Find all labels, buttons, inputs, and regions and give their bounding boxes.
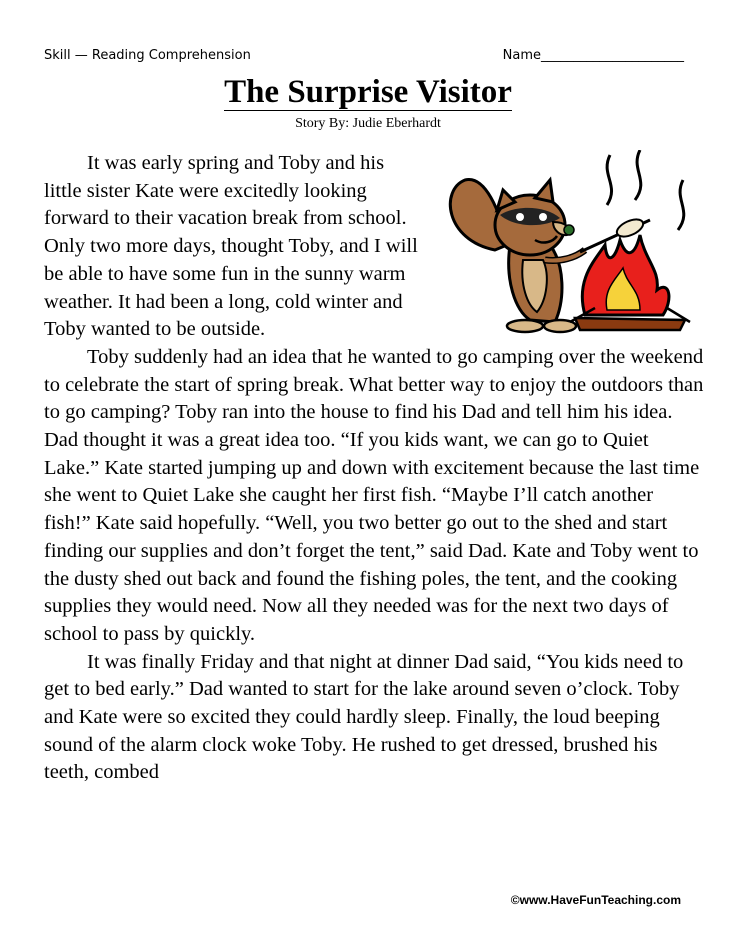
paragraph-3: It was finally Friday and that night at dinner Dad said, “You kids need to get to bed early.” Dad wanted to start for the lake around seven o’clock. Toby and Kate were so excited they could hardly sleep. Finally, the loud beeping sound of the alarm clock woke Toby. He rushed to get dressed, brushed his teeth, combed (44, 650, 684, 784)
title-text: The Surprise Visitor (224, 74, 512, 110)
worksheet-header (44, 48, 684, 68)
paragraph-2: Toby suddenly had an idea that he wanted to go camping over the weekend to celebrate the start of spring break. What better way to enjoy the outdoors than to go camping? Toby ran into the house to find his Dad and tell him his idea. Dad thought it was a great idea too. “If you kids want, we can go to Quiet Lake.” Kate started jumping up and down with excitement because the last time she went to Quiet Lake she caught her first fish. “Maybe I’ll catch another fish!” Kate said hopefully. “Well, you two better go out to the shed and start finding our supplies and don’t forget the tent,” said Dad. Kate and Toby went to the dusty shed out back and found the fishing poles, the tent, and the cooking supplies they would need. Now all they needed was for the next two days of school to pass by quickly. (44, 345, 704, 645)
website-credit: ©www.HaveFunTeaching.com (510, 893, 681, 907)
skill-label: Skill — Reading Comprehension (44, 48, 251, 63)
page-title (0, 72, 736, 112)
paragraph-1: It was early spring and Toby and his little sister Kate were excitedly looking forward to their vacation break from school. Only two more days, thought Toby, and I will be able to have some fun in the sunny warm weather. It had been a long, cold winter and Toby wanted to be outside. (44, 152, 418, 341)
byline: Story By: Judie Eberhardt (295, 116, 441, 131)
name-field[interactable]: Name______________________ (502, 48, 684, 63)
story-text (44, 150, 704, 787)
